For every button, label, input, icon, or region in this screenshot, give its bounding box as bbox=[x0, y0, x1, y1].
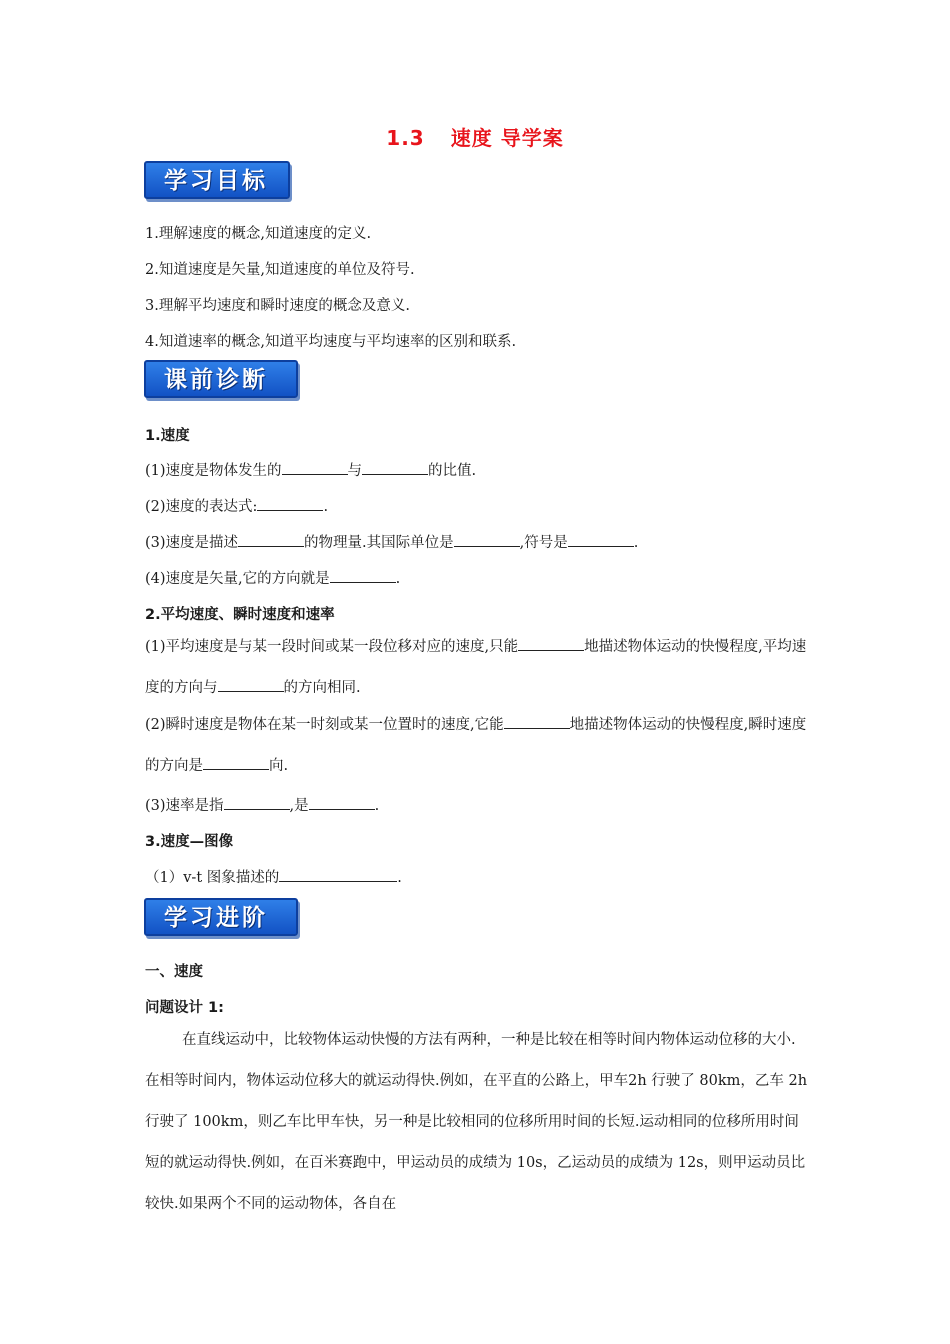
advance-paragraph: 在直线运动中，比较物体运动快慢的方法有两种，一种是比较在相等时间内物体运动位移的大小.在相等时间内，物体运动位移大的就运动得快.例如，在平直的公路上，甲车2h 行驶了 80km，乙车 2h 行驶了 100km，则乙车比甲车快，另一种是比较相同的位移所用时间的长短.运动相同的位移所用时间短的就运动得快.例如，在百米赛跑中，甲运动员的成绩为 10s，乙运动员的成绩为 12s，则甲运动员比较快.如果两个不同的运动物体，各自在 bbox=[145, 1032, 808, 1212]
fill-blank[interactable] bbox=[568, 532, 634, 547]
goal-item: 4.知道速率的概念,知道平均速度与平均速率的区别和联系. bbox=[145, 334, 517, 350]
fill-blank[interactable] bbox=[518, 636, 584, 651]
fill-blank[interactable] bbox=[238, 532, 304, 547]
fill-blank[interactable] bbox=[218, 677, 284, 692]
fill-blank[interactable] bbox=[257, 496, 323, 511]
advance-heading-question-design: 问题设计 1: bbox=[145, 1000, 224, 1016]
fill-blank[interactable] bbox=[454, 532, 520, 547]
fill-blank[interactable] bbox=[504, 714, 570, 729]
section-banner-goals: 学习目标 bbox=[144, 161, 290, 199]
fill-blank[interactable] bbox=[330, 568, 396, 583]
preview-question-2: (2)速度的表达式: . bbox=[145, 495, 328, 516]
preview-paragraph-3: (3)速率是指 ,是 . bbox=[145, 794, 379, 815]
title-text: 速度 导学案 bbox=[450, 126, 564, 150]
preview-question-1: (1)速度是物体发生的 与 的比值. bbox=[145, 459, 476, 480]
fill-blank[interactable] bbox=[203, 755, 269, 770]
preview-question-vt: （1）v-t 图象描述的 . bbox=[145, 866, 402, 887]
title-number: 1.3 bbox=[386, 126, 425, 150]
preview-paragraph-1: (1)平均速度是与某一段时间或某一段位移对应的速度,只能 地描述物体运动的快慢程度,平均速度的方向与 的方向相同. bbox=[145, 627, 809, 709]
advance-heading-velocity: 一、速度 bbox=[145, 964, 203, 980]
preview-paragraph-2: (2)瞬时速度是物体在某一时刻或某一位置时的速度,它能 地描述物体运动的快慢程度,瞬时速度的方向是 向. bbox=[145, 705, 809, 787]
preview-heading-velocity: 1.速度 bbox=[145, 428, 190, 444]
section-banner-advance: 学习进阶 bbox=[144, 898, 298, 936]
preview-question-3: (3)速度是描述 的物理量.其国际单位是 ,符号是 . bbox=[145, 531, 638, 552]
fill-blank[interactable] bbox=[224, 795, 290, 810]
goal-item: 1.理解速度的概念,知道速度的定义. bbox=[145, 226, 372, 242]
page-title bbox=[0, 122, 950, 151]
preview-question-4: (4)速度是矢量,它的方向就是 . bbox=[145, 567, 400, 588]
goal-item: 3.理解平均速度和瞬时速度的概念及意义. bbox=[145, 298, 410, 314]
preview-heading-average-velocity: 2.平均速度、瞬时速度和速率 bbox=[145, 607, 335, 623]
fill-blank[interactable] bbox=[362, 460, 428, 475]
fill-blank[interactable] bbox=[309, 795, 375, 810]
fill-blank[interactable] bbox=[282, 460, 348, 475]
fill-blank[interactable] bbox=[279, 867, 397, 882]
preview-heading-graph: 3.速度—图像 bbox=[145, 834, 234, 850]
goal-item: 2.知道速度是矢量,知道速度的单位及符号. bbox=[145, 262, 415, 278]
section-banner-preview: 课前诊断 bbox=[144, 360, 298, 398]
